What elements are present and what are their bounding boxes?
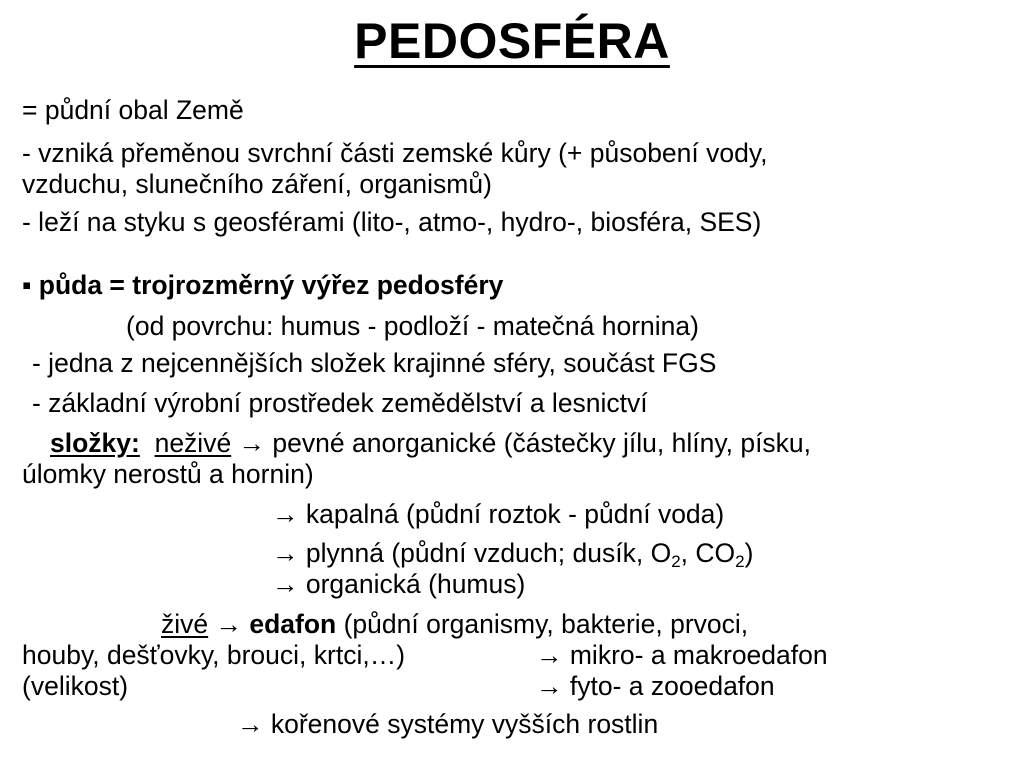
edafon-description-cont: houby, dešťovky, brouci, krtci,…) <box>22 640 406 670</box>
soil-definition-text: půda = trojrozměrný výřez pedosféry <box>38 270 504 300</box>
components-line <box>50 428 811 459</box>
edafon-description: (půdní organismy, bakterie, prvoci, <box>336 609 749 639</box>
soil-profile-line: (od povrchu: humus - podloží - matečná hornina) <box>126 311 699 341</box>
edafon-types: → fyto- a zooedafon <box>536 671 775 701</box>
gas-text-b: , CO <box>680 538 736 568</box>
co2-subscript: 2 <box>735 552 745 571</box>
formation-line-1: - vzniká přeměnou svrchní části zemské kůry (+ působení vody, <box>22 138 768 168</box>
definition-line: = půdní obal Země <box>22 95 244 125</box>
components-liquid: → kapalná (půdní roztok - půdní voda) <box>272 499 725 529</box>
landscape-component-line: - jedna z nejcennějších složek krajinné sféry, součást FGS <box>32 348 717 378</box>
living-label: živé <box>161 609 209 639</box>
edafon-size-classes: → mikro- a makroedafon <box>536 640 828 670</box>
gas-text-c: ) <box>744 538 754 568</box>
soil-definition <box>22 270 503 301</box>
o2-subscript: 2 <box>671 552 681 571</box>
nonliving-label: neživé <box>154 428 232 458</box>
geospheres-line: - leží na styku s geosférami (lito-, atmo-, hydro-, biosféra, SES) <box>22 207 762 237</box>
components-label: složky: <box>50 428 140 458</box>
formation-line-2: vzduchu, slunečního záření, organismů) <box>22 169 492 199</box>
root-systems-line: → kořenové systémy vyšších rostlin <box>237 709 659 739</box>
edafon-term: edafon <box>249 609 337 639</box>
production-means-line: - základní výrobní prostředek zemědělství a lesnictví <box>32 388 648 418</box>
size-label: (velikost) <box>22 671 129 701</box>
gas-text-a: → plynná (půdní vzduch; dusík, O <box>272 538 672 568</box>
bullet-icon: ▪ <box>22 270 39 300</box>
living-line <box>161 609 748 640</box>
components-solid-cont: úlomky nerostů a hornin) <box>22 459 314 489</box>
arrow-icon: → <box>208 609 250 639</box>
page-title: PEDOSFÉRA <box>354 13 670 69</box>
components-gas <box>272 538 753 569</box>
components-solid: → pevné anorganické (částečky jílu, hlíny, písku, <box>231 428 812 458</box>
components-organic: → organická (humus) <box>272 569 526 599</box>
